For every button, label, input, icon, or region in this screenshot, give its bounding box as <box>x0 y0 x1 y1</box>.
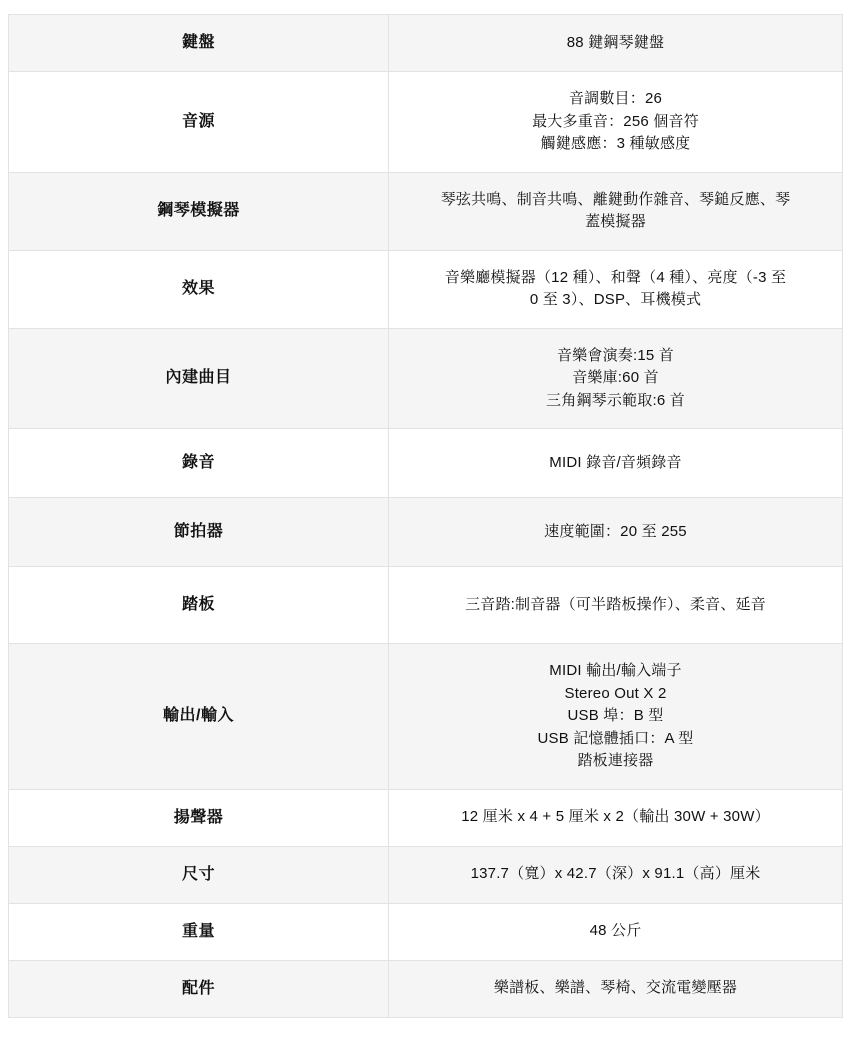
spec-value-line: 137.7（寬）x 42.7（深）x 91.1（高）厘米 <box>470 865 761 883</box>
spec-value-line: 觸鍵感應：3 種敏感度 <box>540 135 691 152</box>
spec-value-line: 蓋模擬器 <box>585 213 646 230</box>
table-row <box>9 567 843 644</box>
spec-value <box>389 960 843 1017</box>
table-row <box>9 15 843 72</box>
spec-value-line: MIDI 輸出/輸入端子 <box>549 662 682 679</box>
spec-label: 錄音 <box>9 429 389 498</box>
spec-label: 節拍器 <box>9 498 389 567</box>
spec-label: 踏板 <box>9 567 389 644</box>
spec-label: 鋼琴模擬器 <box>9 172 389 250</box>
spec-value-line: MIDI 錄音/音頻錄音 <box>549 453 682 471</box>
spec-value-line: USB 記憶體插口：A 型 <box>537 729 694 747</box>
table-row <box>9 846 843 903</box>
table-row <box>9 328 843 429</box>
spec-value-line: 三音踏:制音器（可半踏板操作）、柔音、延音 <box>465 595 766 613</box>
spec-value <box>389 567 843 644</box>
table-row <box>9 250 843 328</box>
spec-label: 揚聲器 <box>9 789 389 846</box>
spec-value-line: 三角鋼琴示範取:6 首 <box>546 391 685 409</box>
table-row <box>9 429 843 498</box>
spec-value-line: 音樂廳模擬器（12 種）、和聲（4 種）、亮度（-3 至 <box>444 268 787 286</box>
spec-value <box>389 72 843 173</box>
spec-value <box>389 498 843 567</box>
table-row <box>9 498 843 567</box>
spec-value <box>389 903 843 960</box>
spec-value <box>389 846 843 903</box>
spec-value-line: 最大多重音：256 個音符 <box>532 112 699 130</box>
spec-label: 鍵盤 <box>9 15 389 72</box>
spec-value <box>389 429 843 498</box>
spec-label: 重量 <box>9 903 389 960</box>
table-body <box>9 15 843 1018</box>
spec-value-line: 0 至 3）、DSP、耳機模式 <box>529 291 702 308</box>
spec-value-line: 踏板連接器 <box>577 752 654 769</box>
spec-value-line: 48 公斤 <box>589 922 642 940</box>
spec-value-line: 音調數目：26 <box>568 90 663 107</box>
spec-value-line: 速度範圍：20 至 255 <box>544 522 687 540</box>
spec-value <box>389 250 843 328</box>
specifications-table <box>8 14 843 1018</box>
spec-label: 效果 <box>9 250 389 328</box>
spec-value <box>389 328 843 429</box>
spec-value-line: 12 厘米 x 4 + 5 厘米 x 2（輸出 30W + 30W） <box>461 808 770 826</box>
spec-label: 尺寸 <box>9 846 389 903</box>
spec-value-line: 音樂庫:60 首 <box>572 369 659 386</box>
spec-label: 配件 <box>9 960 389 1017</box>
spec-label: 輸出/輸入 <box>9 644 389 790</box>
spec-label: 內建曲目 <box>9 328 389 429</box>
table-row <box>9 644 843 790</box>
spec-value <box>389 789 843 846</box>
table-row <box>9 960 843 1017</box>
table-row <box>9 172 843 250</box>
spec-value <box>389 172 843 250</box>
spec-value-line: Stereo Out X 2 <box>564 684 667 702</box>
spec-value-line: 88 鍵鋼琴鍵盤 <box>566 33 665 51</box>
table-row <box>9 903 843 960</box>
table-row <box>9 72 843 173</box>
spec-value-line: 樂譜板、樂譜、琴椅、交流電變壓器 <box>493 979 738 997</box>
table-row <box>9 789 843 846</box>
spec-value <box>389 644 843 790</box>
spec-value <box>389 15 843 72</box>
spec-value-line: 琴弦共鳴、制音共鳴、離鍵動作雜音、琴鎚反應、琴 <box>440 190 791 208</box>
spec-value-line: 音樂會演奏:15 首 <box>556 346 675 364</box>
spec-label: 音源 <box>9 72 389 173</box>
spec-value-line: USB 埠：B 型 <box>567 707 664 724</box>
